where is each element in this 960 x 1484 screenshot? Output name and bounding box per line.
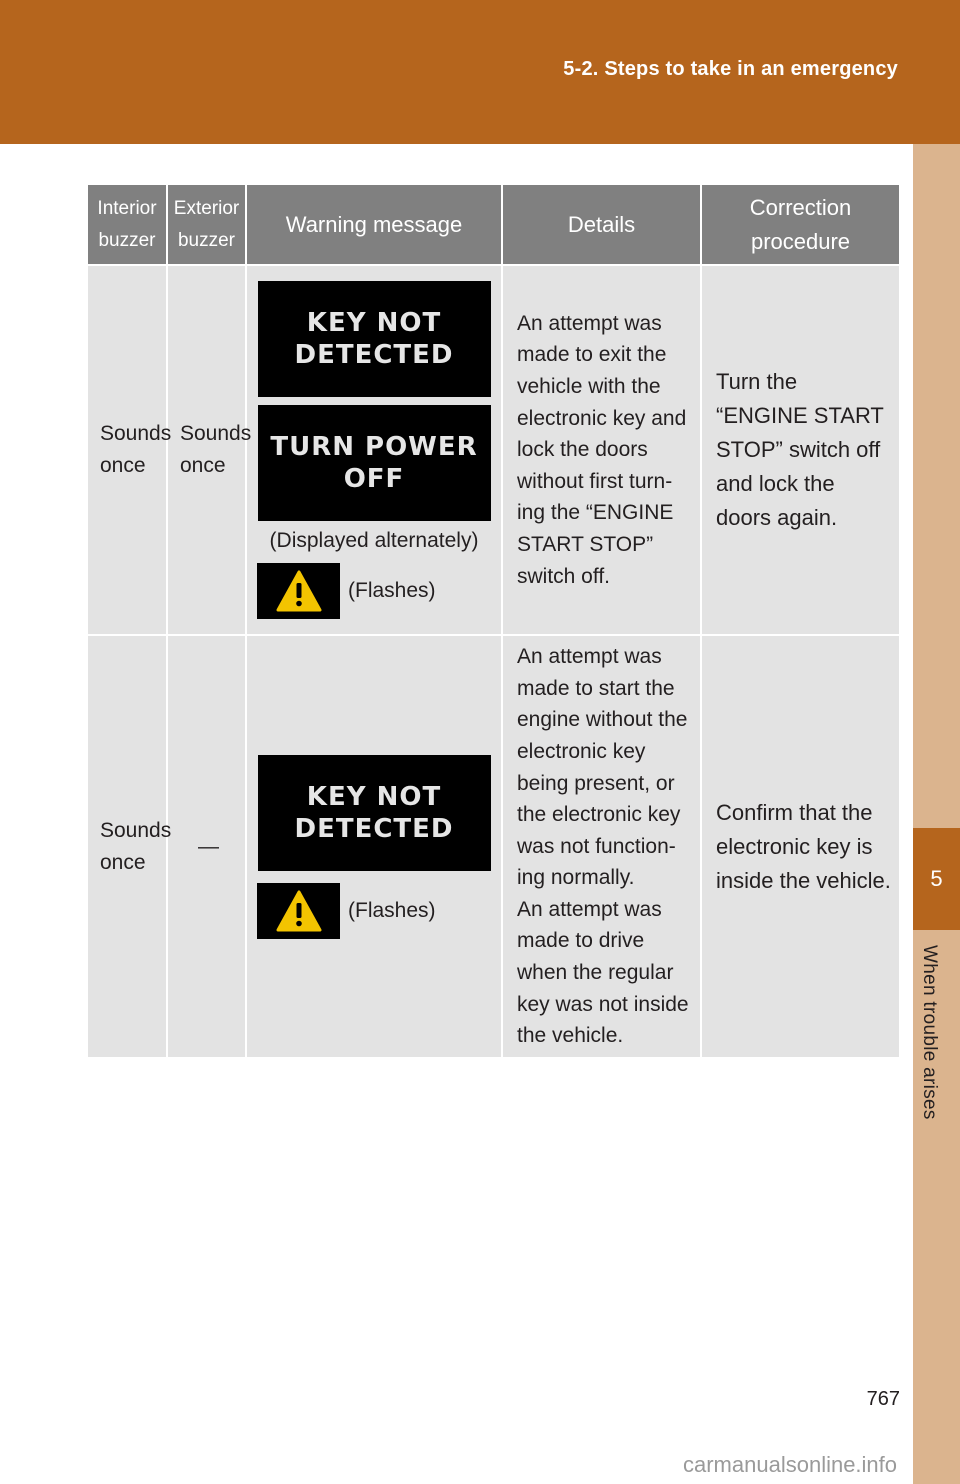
watermark[interactable]: carmanualsonline.info	[683, 1452, 898, 1477]
header-details: Details	[502, 185, 701, 265]
warning-message-cell	[246, 635, 502, 1057]
chapter-label: When trouble arises	[919, 945, 940, 1120]
table-header-row	[88, 185, 899, 265]
chapter-tab[interactable]: 5	[913, 828, 960, 930]
interior-buzzer-cell: Sounds once	[88, 635, 167, 1057]
details-paragraph: An attempt was made to start the engine without the electronic key being present, or the electronic key was not function-ing normally.	[517, 645, 688, 890]
interior-buzzer-cell: Sounds once	[88, 265, 167, 635]
header-correction-procedure: Correction procedure	[701, 185, 899, 265]
exterior-buzzer-cell: Sounds once	[167, 265, 246, 635]
flash-indicator	[257, 883, 491, 939]
header-interior-buzzer: Interior buzzer	[88, 185, 167, 265]
flash-indicator	[257, 563, 491, 619]
display-screen	[258, 755, 491, 871]
side-strip	[913, 144, 960, 1484]
warning-triangle-icon	[257, 563, 340, 619]
flash-label: (Flashes)	[348, 898, 436, 922]
header-exterior-buzzer: Exterior buzzer	[167, 185, 246, 265]
display-text: TURN POWER OFF	[270, 432, 478, 495]
display-text: KEY NOT DETECTED	[294, 781, 454, 844]
details-cell: An attempt was made to exit the vehicle with the electronic key and lock the doors without first turn-ing the “ENGINE START STOP” switch off.	[502, 265, 701, 635]
flash-label: (Flashes)	[348, 579, 436, 602]
display-note: (Displayed alternately)	[269, 529, 479, 553]
section-title: 5-2. Steps to take in an emergency	[563, 58, 898, 80]
display-screen	[258, 281, 491, 397]
warning-message-cell	[246, 265, 502, 635]
details-paragraph: An attempt was made to drive when the regular key was not inside the vehicle.	[517, 897, 689, 1048]
table-row	[88, 635, 899, 1057]
table-row	[88, 265, 899, 635]
display-screen	[258, 405, 491, 521]
warning-triangle-icon	[257, 883, 340, 939]
correction-cell: Turn the “ENGINE START STOP” switch off and lock the doors again.	[701, 265, 899, 635]
exterior-buzzer-cell: —	[167, 635, 246, 1057]
header-warning-message: Warning message	[246, 185, 502, 265]
page-number: 767	[866, 1388, 900, 1410]
warning-table	[88, 185, 899, 1057]
details-cell	[502, 635, 701, 1057]
correction-cell: Confirm that the electronic key is inside the vehicle.	[701, 635, 899, 1057]
display-text: KEY NOT DETECTED	[294, 308, 454, 371]
